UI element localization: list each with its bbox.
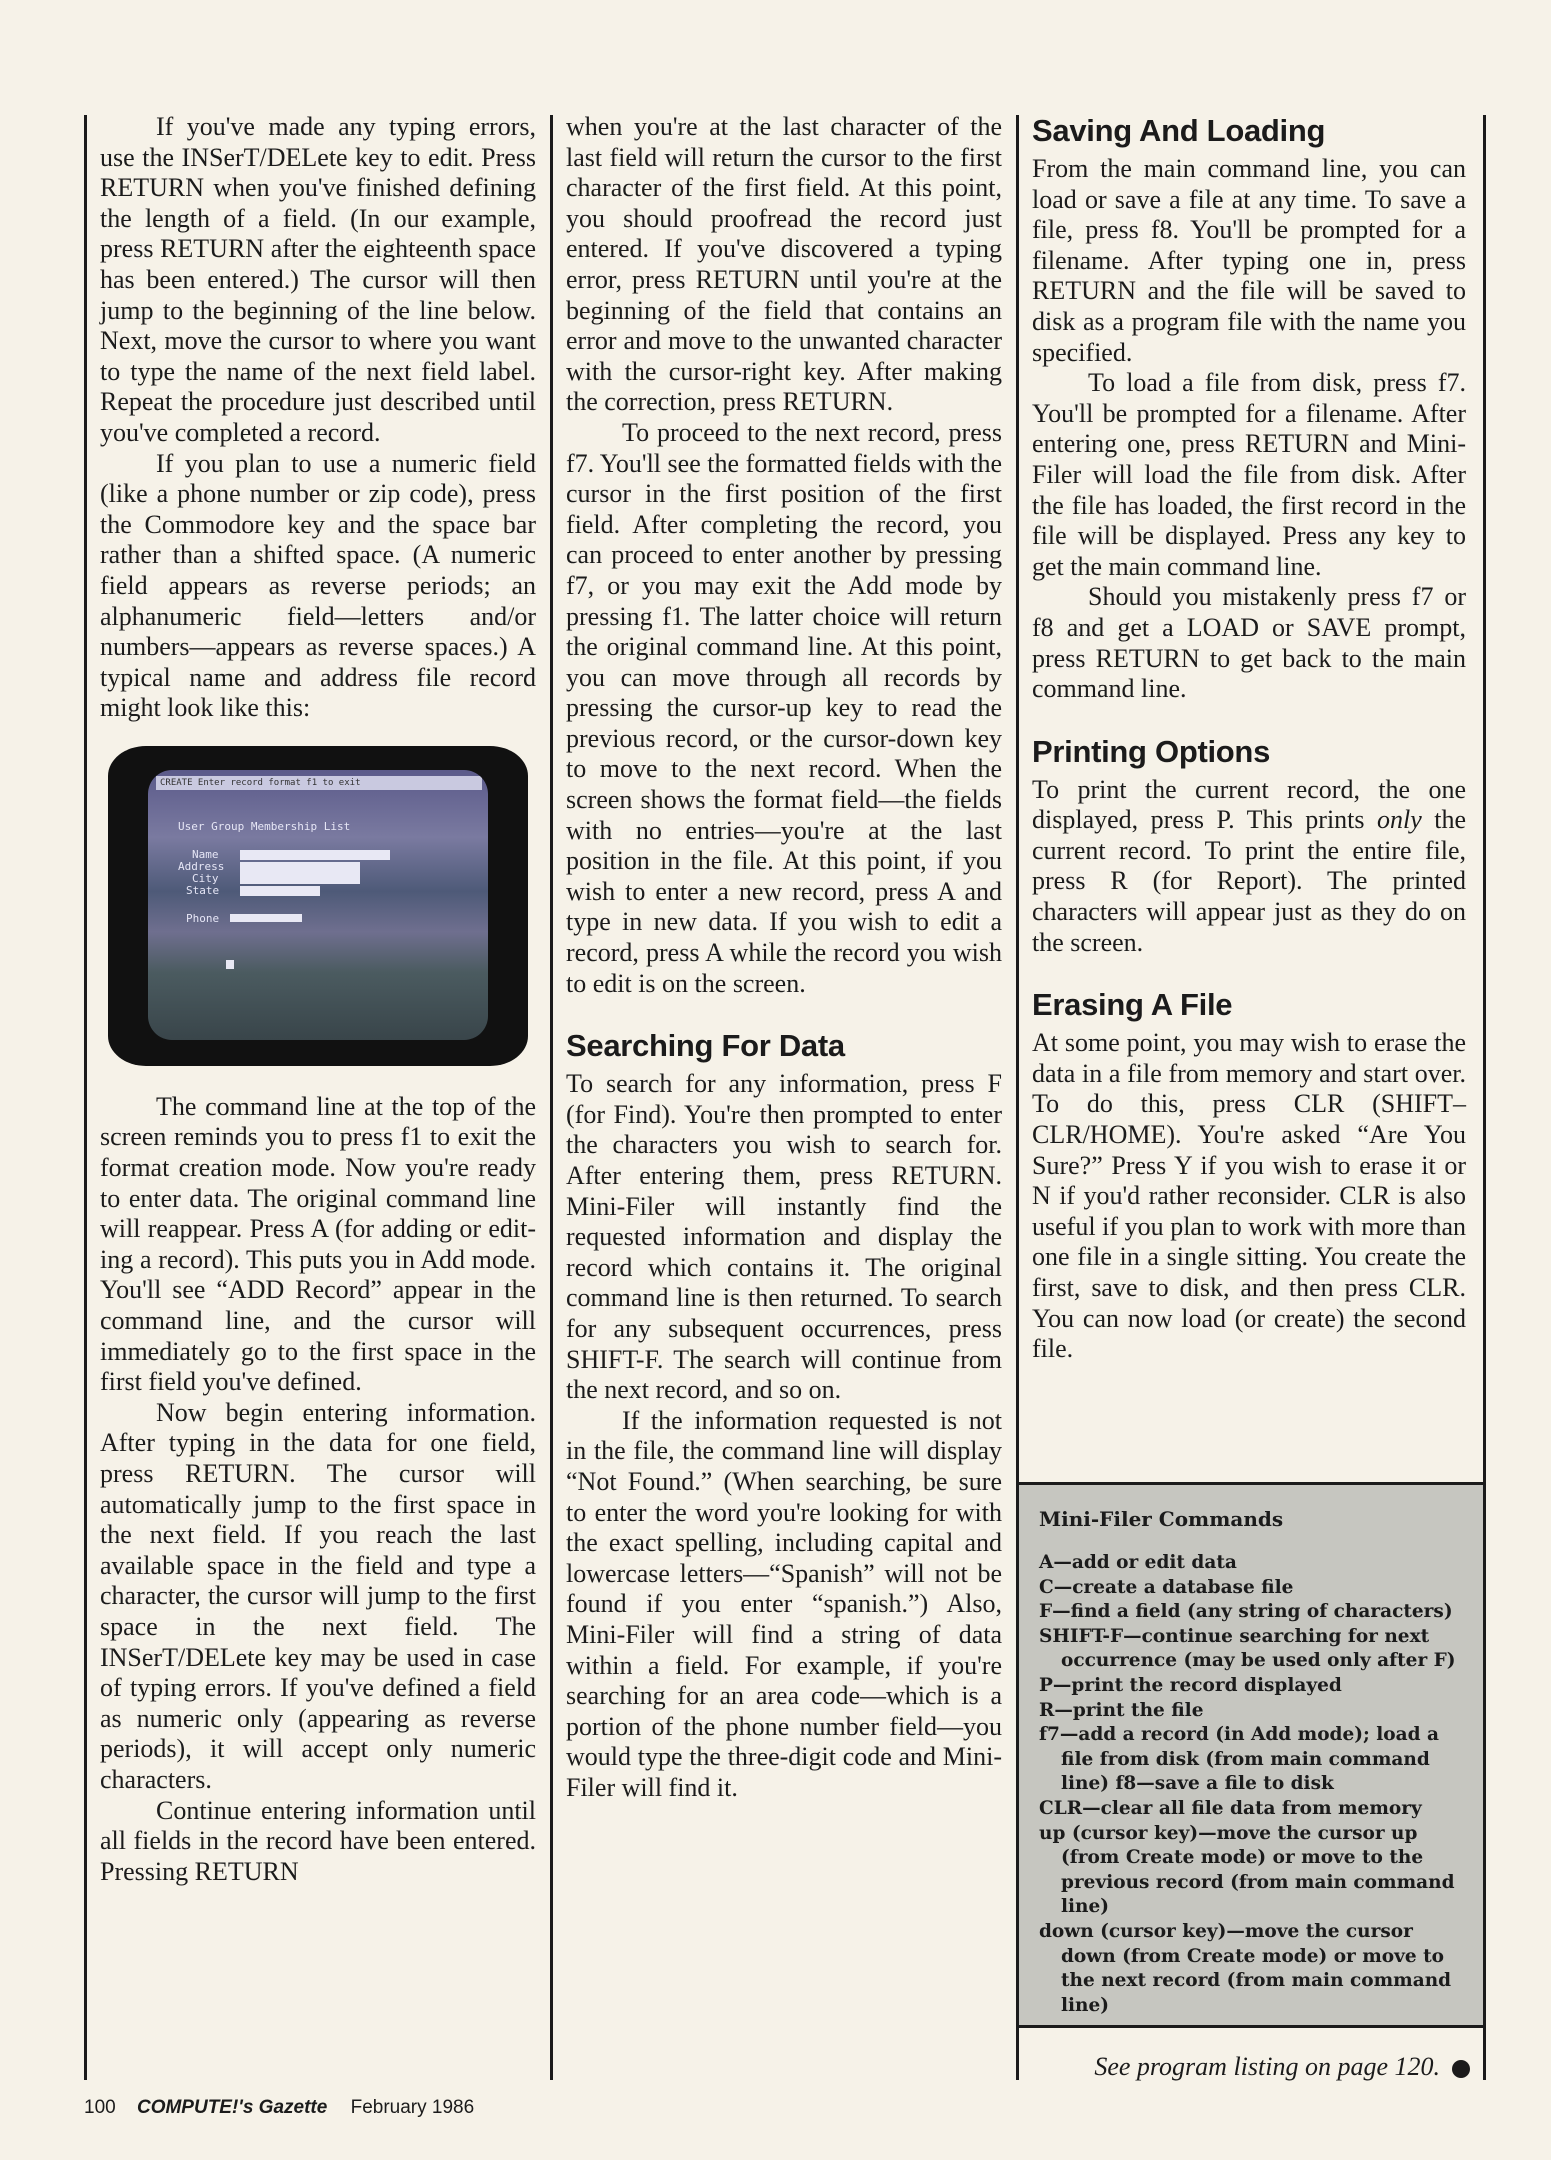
column-rule-left <box>84 115 87 2080</box>
screen-field-block <box>230 914 302 922</box>
magazine-name: COMPUTE!'s Gazette <box>136 2097 328 2118</box>
column-2 <box>566 112 1002 1803</box>
paragraph: If the information requested is not in the file, the command line will display “Not Found.” (When searching, be sure to enter the word you're looking for with the exact spelling, including capital and lowercase letters—“Spanish” will not be found if you enter “spanish.”) Also, Mini-Filer will find a string of data within a field. For example, if you're searching for an area code—which is a portion of the phone number field—you would type the three-digit code and Mini-Filer will find it. <box>566 1405 1002 1802</box>
column-rule-middle <box>550 115 553 2080</box>
screen-title: User Group Membership List <box>178 819 351 833</box>
screenshot-display <box>148 770 488 1040</box>
paragraph: To load a file from disk, press f7. You'll be prompted for a filename. After entering one, press RETURN and Mini-Filer will load the file from disk. After the file has loaded, the first record in the file will be displayed. Press any key to get the main command line. <box>1032 368 1466 581</box>
screen-field-block <box>240 886 320 896</box>
commands-sidebar <box>1019 1482 1483 2028</box>
command-item: SHIFT-F—continue searching for next occurrence (may be used only after F) <box>1039 1625 1456 1672</box>
paragraph: Continue entering information until all fields in the record have been entered. Pressing RETURN <box>100 1795 536 1886</box>
end-mark-icon <box>1452 2060 1470 2078</box>
paragraph: At some point, you may wish to erase the data in a file from memory and start over. To do this, press CLR (SHIFT–CLR/HOME). You're asked “Are You Sure?” Press Y if you wish to erase it or N if you'd rather reconsider. CLR is also useful if you plan to work with more than one file in a single sitting. You create the first, save to disk, and then press CLR. You can now load (or create) the second file. <box>1032 1028 1466 1364</box>
command-item: CLR—clear all file data from memory <box>1039 1797 1422 1819</box>
section-heading: Saving And Loading <box>1032 113 1326 148</box>
paragraph: To proceed to the next record, press f7. You'll see the formatted fields with the cursor in the first position of the first field. After completing the record, you can proceed to enter another by pressing f7, or you may exit the Add mode by pressing f1. The latter choice will return the original command line. At this point, you can move through all records by pressing the cursor-up key to read the previous record, or the cursor-down key to move to the next record. When the screen shows the format field—the fields with no entries—you're at the last position in the file. At this point, if you wish to enter a new record, press A and type in new data. If you wish to edit a record, press A while the record you wish to edit is on the screen. <box>566 417 1002 998</box>
column-3 <box>1032 112 1466 1365</box>
screen-field-block <box>240 862 360 884</box>
text-run: To print the current record, the one displayed, press P. This prints <box>1032 774 1466 835</box>
section-heading: Searching For Data <box>566 1028 845 1064</box>
screen-command-line: CREATE Enter record format f1 to exit <box>156 776 482 790</box>
paragraph: The command line at the top of the screen reminds you to press f1 to exit the format creation mode. Now you're ready to enter data. The original command line will reappear. Press A (for adding or editing a record). This puts you in Add mode. You'll see “ADD Record” appear in the command line, and the cursor will immediately go to the first space in the first field you've defined. <box>100 1091 536 1397</box>
screen-field-label: Address <box>178 859 225 873</box>
paragraph: If you plan to use a numeric field (like a phone number or zip code), press the Commodore key and the space bar rather than a shifted space. (A numeric field appears as reverse periods; an alphanumeric field—letters and/or numbers—appears as reverse spaces.) A typical name and address file record might look like this: <box>100 448 536 723</box>
command-item: P—print the record displayed <box>1039 1674 1342 1696</box>
command-item: F—find a field (any string of characters) <box>1039 1601 1453 1623</box>
page-footer <box>84 2097 474 2119</box>
screen-field-label: State <box>186 883 220 897</box>
spacer <box>566 999 1002 1027</box>
paragraph <box>1032 775 1466 959</box>
paragraph: If you've made any typing errors, use the INSerT/DELete key to edit. Press RETURN when you've finished defining the length of a field. (In our example, press RETURN after the eighteenth space has been entered.) The cursor will then jump to the beginning of the line below. Next, move the cursor to where you want to type the name of the next field label. Repeat the procedure just described until you've completed a record. <box>100 112 536 447</box>
paragraph: Now begin entering information. After typing in the data for one field, press RETURN. The cursor will automatically jump to the first space in the next field. If you reach the last available space in the field and type a character, the cursor will jump to the first space in the next field. The INSerT/DELete key may be used in case of typing errors. If you've defined a field as numeric only (appearing as reverse periods), it will accept only numeric characters. <box>100 1397 536 1794</box>
section-heading: Erasing A File <box>1032 987 1233 1023</box>
command-item: C—create a database file <box>1039 1576 1294 1598</box>
text-run: the current record. To print the entire file, press R (for Report). The printed characters will appear just as they do on the screen. <box>1032 805 1467 957</box>
command-item: up (cursor key)—move the cursor up (from Create mode) or move to the previous record (from main command line) <box>1039 1822 1455 1918</box>
issue-date: February 1986 <box>350 2097 475 2118</box>
paragraph: Should you mistakenly press f7 or f8 and get a LOAD or SAVE prompt, press RETURN to get back to the main command line. <box>1032 582 1466 704</box>
spacer <box>1032 958 1466 986</box>
column-rule-edge <box>1483 115 1486 2080</box>
paragraph: To search for any information, press F (for Find). You're then prompted to enter the characters you wish to search for. After entering them, press RETURN. Mini-Filer will instantly find the requested information and display the record which contains it. The original command line is then returned. To search for any subsequent occurrences, press SHIFT-F. The search will continue from the next record, and so on. <box>566 1069 1002 1405</box>
page-number: 100 <box>84 2097 116 2118</box>
paragraph: when you're at the last character of the last field will return the cursor to the first character of the first field. At this point, you should proofread the record just entered. If you've discovered a typing error, press RETURN until you're at the beginning of the field that contains an error and move to the unwanted character with the cursor-right key. After making the correction, press RETURN. <box>566 112 1002 417</box>
see-listing-text: See program listing on page 120. <box>1094 2052 1440 2081</box>
spacer <box>1032 705 1466 733</box>
screen-field-label: Phone <box>186 911 220 925</box>
commands-title: Mini-Filer Commands <box>1039 1507 1284 1531</box>
screen-field-label: Name <box>192 847 219 861</box>
column-1 <box>100 112 536 1887</box>
screen-cursor <box>226 960 234 969</box>
emphasis: only <box>1377 805 1422 835</box>
see-listing-note <box>1040 2052 1470 2082</box>
screen-field-label: City <box>192 871 219 885</box>
command-item: A—add or edit data <box>1039 1552 1237 1573</box>
command-item: down (cursor key)—move the cursor down (from Create mode) or move to the next record (from main command line) <box>1039 1920 1452 2016</box>
command-item: f7—add a record (in Add mode); load a file from disk (from main command line) f8—save a file to disk <box>1039 1724 1439 1795</box>
screenshot-monitor <box>108 746 528 1066</box>
screen-field-block <box>240 850 390 860</box>
section-heading: Printing Options <box>1032 733 1271 769</box>
paragraph: From the main command line, you can load or save a file at any time. To save a file, press f8. You'll be prompted for a filename. After typing one in, press RETURN and the file will be saved to disk as a program file with the name you specified. <box>1032 154 1466 367</box>
command-item: R—print the file <box>1039 1699 1204 1721</box>
